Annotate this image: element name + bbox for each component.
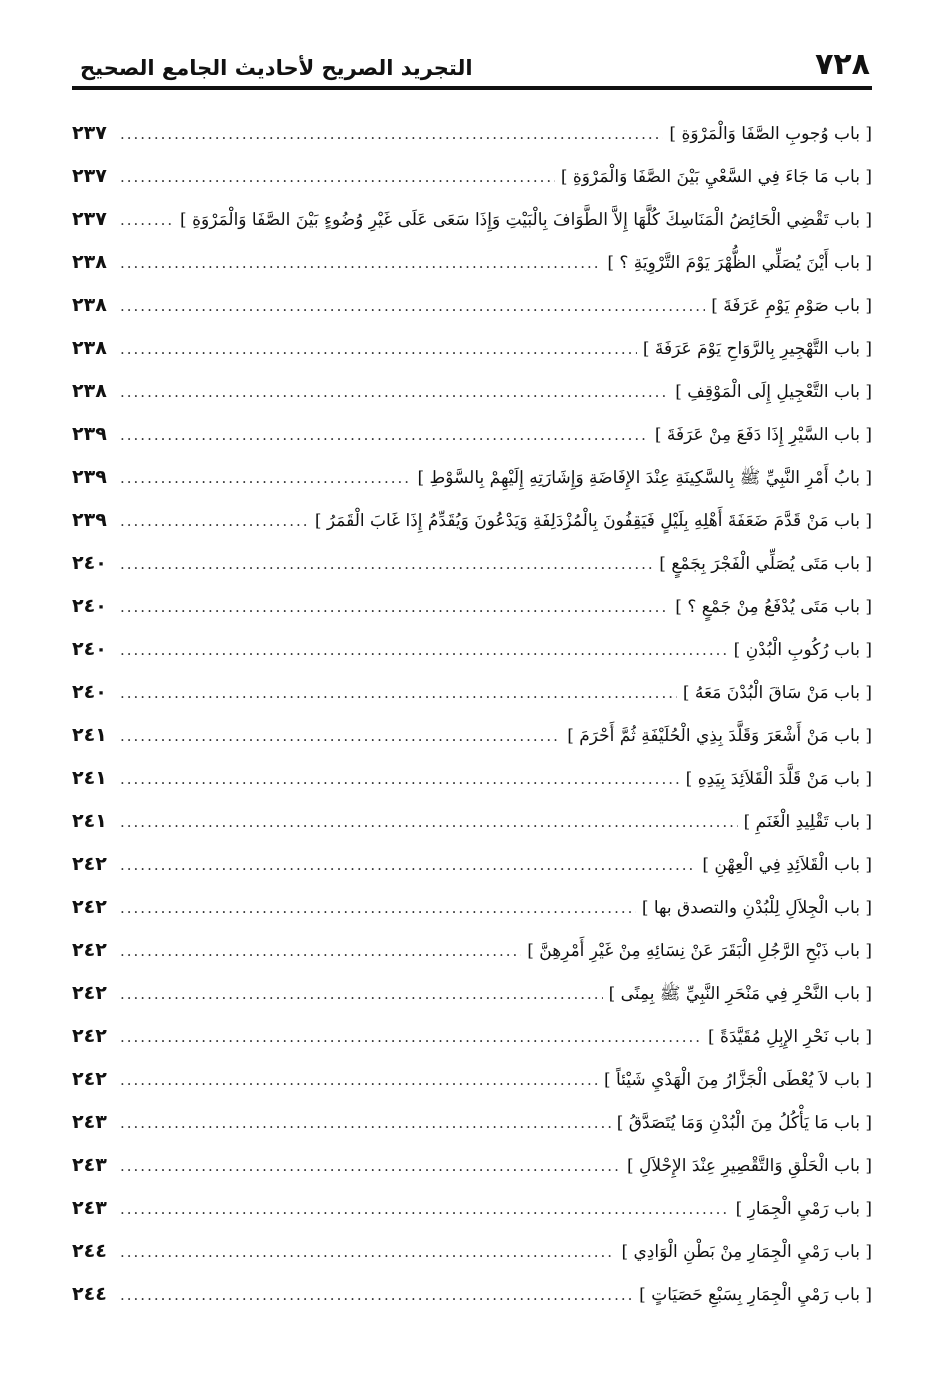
table-of-contents <box>72 112 872 1316</box>
entry-page-number: ٢٤١ <box>72 724 107 746</box>
toc-entry <box>72 843 872 886</box>
dot-leader <box>120 715 561 758</box>
entry-page-number: ٢٣٨ <box>72 380 107 402</box>
toc-entry <box>72 800 872 843</box>
toc-entry <box>72 1273 872 1316</box>
dot-leader <box>120 1016 702 1059</box>
entry-title: [ باب التَّعْجِيلِ إِلَى الْمَوْقِفِ ] <box>675 382 872 402</box>
toc-entry <box>72 886 872 929</box>
entry-page-number: ٢٤٢ <box>72 896 107 918</box>
entry-title: [ باب مَنْ سَاقَ الْبُدْنَ مَعَهُ ] <box>682 683 872 703</box>
entry-page-number: ٢٤٠ <box>72 595 107 617</box>
dot-leader <box>120 844 696 887</box>
entry-page-number: ٢٤١ <box>72 810 107 832</box>
dot-leader <box>120 973 603 1016</box>
toc-entry <box>72 1187 872 1230</box>
entry-title: [ باب رَمْيِ الْجِمَارِ ] <box>735 1199 872 1219</box>
toc-entry <box>72 1230 872 1273</box>
toc-entry <box>72 499 872 542</box>
entry-title: [ باب مَنْ قَلَّدَ الْقَلاَئِدَ بِيَدِهِ ] <box>685 769 872 789</box>
entry-page-number: ٢٤٢ <box>72 1068 107 1090</box>
entry-title: [ باب الْجِلاَلِ لِلْبُدْنِ والتصدق بها ] <box>641 898 872 918</box>
dot-leader <box>120 1274 633 1317</box>
dot-leader <box>120 1231 615 1274</box>
entry-title: [ باب مَتَى يُصَلِّي الْفَجْرَ بِجَمْعٍ ] <box>659 554 872 574</box>
entry-page-number: ٢٤٢ <box>72 1025 107 1047</box>
toc-entry <box>72 155 872 198</box>
entry-page-number: ٢٤٠ <box>72 552 107 574</box>
dot-leader <box>120 285 705 328</box>
entry-page-number: ٢٤٢ <box>72 982 107 1004</box>
entry-title: [ باب ذَبْحِ الرَّجُلِ الْبَقَرَ عَنْ نِسَائِهِ مِنْ غَيْرِ أَمْرِهِنَّ ] <box>527 941 872 961</box>
entry-title: [ باب رَمْيِ الْجِمَارِ مِنْ بَطْنِ الْوَادِي ] <box>621 1242 872 1262</box>
dot-leader <box>120 1188 730 1231</box>
dot-leader <box>120 586 669 629</box>
entry-page-number: ٢٣٩ <box>72 509 107 531</box>
entry-title: [ باب تَقْلِيدِ الْغَنَمِ ] <box>743 812 872 832</box>
dot-leader <box>120 1145 621 1188</box>
toc-entry <box>72 1015 872 1058</box>
toc-entry <box>72 929 872 972</box>
page-number: ٧٢٨ <box>815 47 870 82</box>
dot-leader <box>120 242 601 285</box>
dot-leader <box>120 930 521 973</box>
toc-entry <box>72 241 872 284</box>
toc-entry <box>72 112 872 155</box>
entry-page-number: ٢٤٤ <box>72 1240 107 1262</box>
toc-entry <box>72 413 872 456</box>
entry-page-number: ٢٤٣ <box>72 1197 107 1219</box>
entry-title: [ باب السَّيْرِ إِذَا دَفَعَ مِنْ عَرَفَةَ ] <box>654 425 872 445</box>
dot-leader <box>120 113 663 156</box>
entry-page-number: ٢٣٩ <box>72 423 107 445</box>
page-header <box>72 40 872 90</box>
entry-title: [ باب مَا يَأْكُلُ مِنَ الْبُدْنِ وَمَا يُتَصَدَّقُ ] <box>616 1113 872 1133</box>
dot-leader <box>120 414 649 457</box>
entry-page-number: ٢٣٧ <box>72 208 107 230</box>
entry-title: [ باب النَّحْرِ فِي مَنْحَرِ النَّبِيِّ ﷺ بِمِنًى ] <box>608 984 872 1004</box>
dot-leader <box>120 156 555 199</box>
toc-entry <box>72 714 872 757</box>
book-title: التجريد الصريح لأحاديث الجامع الصحيح <box>80 55 473 80</box>
toc-entry <box>72 198 872 241</box>
toc-entry <box>72 1101 872 1144</box>
entry-title: [ باب مَنْ أَشْعَرَ وَقَلَّدَ بِذِي الْحُلَيْفَةِ ثُمَّ أَحْرَمَ ] <box>567 726 872 746</box>
dot-leader <box>120 457 411 500</box>
entry-page-number: ٢٤٢ <box>72 853 107 875</box>
entry-title: [ باب التَّهْجِيرِ بِالرَّوَاحِ يَوْمَ عَرَفَةَ ] <box>642 339 872 359</box>
toc-entry <box>72 284 872 327</box>
entry-page-number: ٢٤٣ <box>72 1111 107 1133</box>
entry-page-number: ٢٤١ <box>72 767 107 789</box>
dot-leader <box>120 500 309 543</box>
dot-leader <box>120 629 728 672</box>
entry-page-number: ٢٣٧ <box>72 122 107 144</box>
entry-title: [ باب مَنْ قَدَّمَ ضَعَفَةَ أَهْلِهِ بِلَيْلٍ فَيَقِفُونَ بِالْمُزْدَلِفَةِ وَيَدْعُونَ وَيُقَدِّمُ إِذَا غَابَ الْقَمَرُ ] <box>314 511 872 531</box>
toc-entry <box>72 327 872 370</box>
toc-entry <box>72 628 872 671</box>
entry-title: [ باب الْقَلاَئِدِ فِي الْعِهْنِ ] <box>702 855 872 875</box>
dot-leader <box>120 1102 611 1145</box>
dot-leader <box>120 543 653 586</box>
dot-leader <box>120 371 669 414</box>
entry-title: [ باب رُكُوبِ الْبُدْنِ ] <box>733 640 872 660</box>
entry-page-number: ٢٤٣ <box>72 1154 107 1176</box>
dot-leader <box>120 672 677 715</box>
toc-entry <box>72 456 872 499</box>
dot-leader <box>120 758 680 801</box>
dot-leader <box>120 801 738 844</box>
entry-page-number: ٢٤٠ <box>72 681 107 703</box>
toc-entry <box>72 542 872 585</box>
dot-leader <box>120 328 637 371</box>
entry-page-number: ٢٣٧ <box>72 165 107 187</box>
entry-page-number: ٢٣٨ <box>72 294 107 316</box>
toc-entry <box>72 370 872 413</box>
entry-title: [ باب لاَ يُعْطَى الْجَزَّارُ مِنَ الْهَدْيِ شَيْئاً ] <box>603 1070 872 1090</box>
toc-entry <box>72 1144 872 1187</box>
entry-title: [ باب وُجوبِ الصَّفَا وَالْمَرْوَةِ ] <box>669 124 872 144</box>
entry-page-number: ٢٣٨ <box>72 251 107 273</box>
toc-entry <box>72 671 872 714</box>
entry-page-number: ٢٣٩ <box>72 466 107 488</box>
entry-title: [ باب مَا جَاءَ فِي السَّعْيِ بَيْنَ الصَّفَا وَالْمَرْوَةِ ] <box>560 167 872 187</box>
entry-page-number: ٢٤٤ <box>72 1283 107 1305</box>
entry-page-number: ٢٣٨ <box>72 337 107 359</box>
toc-entry <box>72 972 872 1015</box>
toc-entry <box>72 757 872 800</box>
entry-title: [ بابُ أَمْرِ النَّبِيِّ ﷺ بِالسَّكِينَةِ عِنْدَ الإِفَاضَةِ وَإِشَارَتِهِ إِلَيْهِمْ بِالسَّوْطِ ] <box>417 468 872 488</box>
entry-title: [ باب رَمْيِ الْجِمَارِ بِسَبْعِ حَصَيَاتٍ ] <box>639 1285 872 1305</box>
dot-leader <box>120 887 636 930</box>
dot-leader <box>120 1059 598 1102</box>
dot-leader <box>120 199 174 242</box>
entry-title: [ باب صَوْمِ يَوْمِ عَرَفَةَ ] <box>711 296 872 316</box>
entry-page-number: ٢٤٠ <box>72 638 107 660</box>
document-page <box>72 40 872 1330</box>
entry-title: [ باب تَقْضِي الْحَائِضُ الْمَنَاسِكَ كُلَّهَا إِلاَّ الطَّوَافَ بِالْبَيْتِ وَإِذَا سَعَى عَلَى غَيْرِ وُضُوءٍ بَيْنَ الصَّفَا وَالْمَرْوَةِ ] <box>180 210 872 230</box>
toc-entry <box>72 1058 872 1101</box>
entry-page-number: ٢٤٢ <box>72 939 107 961</box>
toc-entry <box>72 585 872 628</box>
entry-title: [ باب نَحْرِ الإِبِلِ مُقَيَّدَةً ] <box>708 1027 872 1047</box>
entry-title: [ باب أَيْنَ يُصَلِّي الظُّهْرَ يَوْمَ التَّرْوِيَةِ ؟ ] <box>607 253 872 273</box>
entry-title: [ باب مَتَى يُدْفَعُ مِنْ جَمْعٍ ؟ ] <box>675 597 872 617</box>
entry-title: [ باب الْحَلْقِ وَالتَّقْصِيرِ عِنْدَ الإِحْلاَلِ ] <box>627 1156 872 1176</box>
